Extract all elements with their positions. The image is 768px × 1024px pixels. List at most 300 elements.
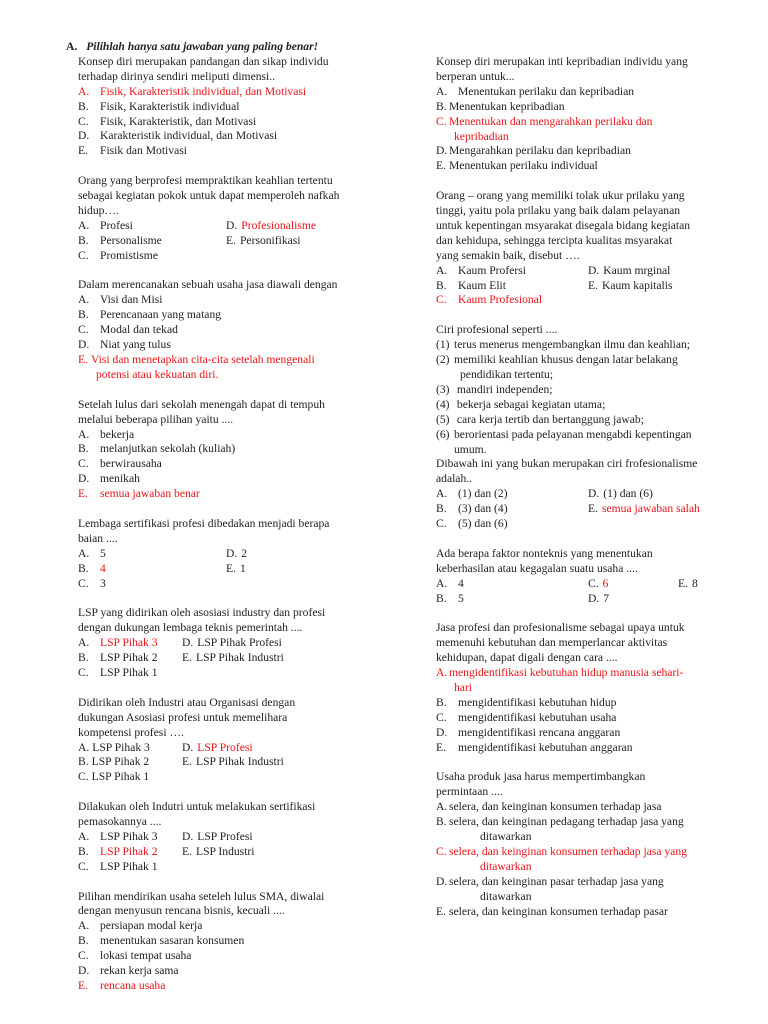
option-b[interactable] xyxy=(78,308,398,323)
question-text: Pilihan mendirikan usaha seteleh lulus SMA, diwalai xyxy=(78,889,325,903)
option-text: Menentukan kepribadian xyxy=(449,99,565,113)
spacer xyxy=(78,681,398,696)
question-text: hidup…. xyxy=(78,203,119,217)
question-text: Jasa profesi dan profesionalisme sebagai upaya untuk xyxy=(436,621,685,635)
option-a[interactable] xyxy=(78,636,182,651)
option-letter: E. xyxy=(436,740,446,754)
spacer xyxy=(436,308,736,323)
option-text: Perencanaan yang matang xyxy=(100,308,222,322)
question-text: Usaha produk jasa harus mempertimbangkan xyxy=(436,770,646,784)
option-text: 5 xyxy=(100,546,106,560)
option-text: Promistisme xyxy=(100,248,158,262)
option-letter: A. xyxy=(78,427,90,441)
option-row xyxy=(436,264,736,279)
spacer xyxy=(78,383,398,398)
option-d[interactable] xyxy=(182,636,282,651)
option-c[interactable] xyxy=(78,770,182,785)
option-row xyxy=(78,755,398,770)
option-d[interactable] xyxy=(78,964,398,979)
option-letter: B. xyxy=(78,233,89,247)
spacer xyxy=(78,264,398,279)
option-e[interactable] xyxy=(78,353,398,368)
question-10 xyxy=(436,55,736,174)
option-d[interactable] xyxy=(436,726,736,741)
option-c[interactable] xyxy=(436,711,736,726)
item-text: mandiri independen; xyxy=(454,382,553,396)
option-e[interactable] xyxy=(78,979,398,994)
spacer xyxy=(436,532,736,547)
option-letter: B. xyxy=(436,815,447,829)
option-letter: D. xyxy=(436,874,448,888)
option-text: menentukan sasaran konsumen xyxy=(100,934,245,948)
option-letter: C. xyxy=(588,576,599,590)
option-d[interactable] xyxy=(226,219,316,234)
question-text: Dilakukan oleh Indutri untuk melakukan sertifikasi xyxy=(78,800,316,814)
option-text: Menentukan dan mengarahkan perilaku dan xyxy=(449,114,653,128)
option-text: bekerja xyxy=(100,427,135,441)
option-text: lokasi tempat usaha xyxy=(100,949,192,963)
option-row xyxy=(436,279,736,294)
item-text-continued: pendidikan tertentu; xyxy=(460,368,554,381)
option-c[interactable] xyxy=(78,860,182,875)
option-text: LSP Pihak 2 xyxy=(100,651,158,665)
option-text: Fisik, Karakteristik individual, dan Motivasi xyxy=(100,84,307,98)
option-b[interactable] xyxy=(436,279,588,294)
option-letter: C. xyxy=(436,710,447,724)
section-label: A. xyxy=(66,40,78,53)
option-letter: E. xyxy=(78,487,88,501)
option-row xyxy=(78,234,398,249)
question-1 xyxy=(78,55,398,159)
option-d[interactable] xyxy=(588,592,609,607)
option-letter: C. xyxy=(78,576,89,590)
question-text: Dibawah ini yang bukan merupakan ciri frofesionalisme xyxy=(436,457,698,471)
question-6 xyxy=(78,606,398,681)
spacer xyxy=(436,606,736,621)
question-5 xyxy=(78,517,398,592)
option-text: 5 xyxy=(458,591,464,605)
option-a[interactable] xyxy=(78,919,398,934)
option-letter: D. xyxy=(78,472,90,486)
option-text: 8 xyxy=(691,576,698,590)
option-row xyxy=(78,770,398,785)
option-text: mengidentifikasi kebutuhan anggaran xyxy=(458,740,633,754)
question-text: LSP yang didirikan oleh asosiasi industry dan profesi xyxy=(78,606,326,620)
option-a[interactable] xyxy=(436,800,736,815)
option-c[interactable] xyxy=(436,517,588,532)
item-number: (3) xyxy=(436,382,450,396)
option-b[interactable] xyxy=(436,502,588,517)
option-text: (1) dan (2) xyxy=(458,487,508,501)
item-text-continued: umum. xyxy=(454,442,487,456)
option-row xyxy=(78,651,398,666)
option-c[interactable] xyxy=(436,845,736,860)
spacer xyxy=(78,591,398,606)
option-letter: A. xyxy=(436,84,448,98)
option-text: LSP Pihak 2 xyxy=(91,755,150,769)
option-letter: C. xyxy=(436,114,447,128)
option-a[interactable] xyxy=(78,219,226,234)
option-row xyxy=(78,562,398,577)
option-text: Modal dan tekad xyxy=(100,323,178,337)
question-text: melalui beberapa pilihan yaitu .... xyxy=(78,412,234,426)
option-letter: B. xyxy=(436,695,447,709)
option-text: Profesionalisme xyxy=(241,218,316,232)
option-a[interactable] xyxy=(78,830,182,845)
option-text: menikah xyxy=(100,472,140,486)
option-text: Fisik dan Motivasi xyxy=(100,144,187,158)
option-letter: B. xyxy=(78,561,89,575)
question-8 xyxy=(78,800,398,875)
question-text: Didirikan oleh Industri atau Organisasi dengan xyxy=(78,695,296,709)
spacer xyxy=(436,756,736,771)
option-letter: B. xyxy=(436,591,447,605)
option-letter: A. xyxy=(78,919,90,933)
option-row xyxy=(436,293,736,308)
option-text: Kaum mrginal xyxy=(603,263,671,277)
question-3 xyxy=(78,278,398,382)
question-text: dukungan Asosiasi profesi untuk memelihara xyxy=(78,710,288,724)
option-letter: D. xyxy=(436,144,448,158)
option-letter: B. xyxy=(78,308,89,322)
option-letter: B. xyxy=(78,844,89,858)
option-letter: D. xyxy=(78,338,90,352)
option-text: mengidentifikasi kebutuhan hidup manusia sehari- xyxy=(449,666,684,680)
option-e[interactable] xyxy=(436,159,736,174)
option-letter: D. xyxy=(182,829,194,843)
option-letter: D. xyxy=(226,546,238,560)
option-text: (3) dan (4) xyxy=(458,502,508,516)
option-c[interactable] xyxy=(78,577,226,592)
option-e[interactable] xyxy=(678,577,698,592)
option-letter: A. xyxy=(78,546,90,560)
option-text: Personifikasi xyxy=(239,233,301,247)
option-c[interactable] xyxy=(436,293,588,308)
option-a[interactable] xyxy=(436,577,588,592)
option-a[interactable] xyxy=(436,666,736,681)
option-c[interactable] xyxy=(78,323,398,338)
option-text: rencana usaha xyxy=(100,978,166,992)
option-text: 4 xyxy=(458,576,464,590)
option-letter: A. xyxy=(78,829,90,843)
option-a[interactable] xyxy=(436,85,736,100)
item-text: memiliki keahlian khusus dengan latar belakang xyxy=(454,353,678,367)
question-13 xyxy=(436,547,736,607)
option-e[interactable] xyxy=(436,905,736,920)
option-text-continued: ditawarkan xyxy=(480,859,532,873)
option-d[interactable] xyxy=(588,487,653,502)
option-text: selera, dan keinginan konsumen terhadap jasa yang xyxy=(449,844,687,858)
option-text-continued: potensi atau kekuatan diri. xyxy=(96,367,219,381)
option-letter: B. xyxy=(436,502,447,516)
option-a[interactable] xyxy=(78,428,398,443)
option-letter: C. xyxy=(78,665,89,679)
item-number: (2) xyxy=(436,353,450,367)
question-text: tinggi, yaitu pola prilaku yang baik dalam pelayanan xyxy=(436,204,681,218)
question-text: baian .... xyxy=(78,531,118,545)
option-text: LSP Pihak 1 xyxy=(100,859,158,873)
right-column xyxy=(436,55,736,919)
option-text: LSP Pihak 2 xyxy=(100,844,158,858)
option-row xyxy=(436,517,736,532)
item-number: (6) xyxy=(436,427,450,441)
option-letter: D. xyxy=(588,487,600,501)
option-c[interactable] xyxy=(78,666,182,681)
option-text: (1) dan (6) xyxy=(603,487,653,501)
option-text: 2 xyxy=(241,546,248,560)
option-text: mengidentifikasi kebutuhan usaha xyxy=(458,710,617,724)
option-c[interactable] xyxy=(78,949,398,964)
option-e[interactable] xyxy=(182,755,284,770)
option-text: persiapan modal kerja xyxy=(100,919,203,933)
option-a[interactable] xyxy=(436,487,588,502)
option-letter: E. xyxy=(226,233,236,247)
option-a[interactable] xyxy=(78,741,182,756)
option-letter: E. xyxy=(588,278,598,292)
option-a[interactable] xyxy=(436,264,588,279)
option-b[interactable] xyxy=(78,234,226,249)
question-text: dengan dukungan lembaga teknis pemerintah .... xyxy=(78,621,303,635)
option-c[interactable] xyxy=(78,457,398,472)
option-d[interactable] xyxy=(78,472,398,487)
spacer xyxy=(78,785,398,800)
option-a[interactable] xyxy=(78,293,398,308)
option-b[interactable] xyxy=(78,651,182,666)
option-text-continued: kepribadian xyxy=(454,129,509,143)
left-column xyxy=(66,40,398,994)
option-letter: A. xyxy=(436,666,448,680)
question-text: Konsep diri merupakan inti kepribadian individu yang xyxy=(436,55,688,68)
option-b[interactable] xyxy=(78,100,398,115)
option-letter: D. xyxy=(78,129,90,143)
option-letter: A. xyxy=(436,800,448,814)
option-letter: A. xyxy=(78,218,90,232)
option-text: Kaum Elit xyxy=(458,278,506,292)
option-c[interactable] xyxy=(78,249,226,264)
question-text: Setelah lulus dari sekolah menengah dapat di tempuh xyxy=(78,397,325,411)
option-letter: A. xyxy=(436,487,448,501)
option-text: Profesi xyxy=(100,218,133,232)
instruction: Pilihlah hanya satu jawaban yang paling benar! xyxy=(86,40,319,53)
option-letter: C. xyxy=(436,844,447,858)
option-b[interactable] xyxy=(436,100,736,115)
option-letter: A. xyxy=(436,263,448,277)
question-text: permintaan .... xyxy=(436,785,503,799)
option-d[interactable] xyxy=(588,264,670,279)
option-a[interactable] xyxy=(78,85,398,100)
option-e[interactable] xyxy=(588,502,700,517)
option-letter: C. xyxy=(78,949,89,963)
option-e[interactable] xyxy=(78,487,398,502)
option-text-continued: hari xyxy=(454,681,473,694)
question-text: Ciri profesional seperti .... xyxy=(436,323,558,337)
question-2 xyxy=(78,174,398,263)
option-letter: E. xyxy=(588,502,598,516)
option-text: 3 xyxy=(100,576,106,590)
option-d[interactable] xyxy=(78,129,398,144)
option-e[interactable] xyxy=(226,562,246,577)
option-letter: D. xyxy=(182,740,194,754)
question-text: Ada berapa faktor nonteknis yang menentukan xyxy=(436,546,653,560)
question-text: sebagai kegiatan pokok untuk dapat memperoleh nafkah xyxy=(78,189,340,203)
question-4 xyxy=(78,398,398,502)
option-text: Menentukan perilaku individual xyxy=(449,159,598,173)
option-text: Fisik, Karakteristik, dan Motivasi xyxy=(100,114,257,128)
option-letter: C. xyxy=(78,859,89,873)
option-row xyxy=(78,577,398,592)
option-text: selera, dan keinginan konsumen terhadap jasa xyxy=(449,800,662,814)
question-12 xyxy=(436,323,736,532)
question-text: terhadap dirinya sendiri meliputi dimensi.. xyxy=(78,69,276,83)
option-b[interactable] xyxy=(436,696,736,711)
option-text: 1 xyxy=(239,561,246,575)
item-text: cara kerja tertib dan bertanggung jawab; xyxy=(454,412,644,426)
option-letter: A. xyxy=(78,636,90,650)
option-letter: A. xyxy=(436,576,448,590)
item-text: bekerja sebagai kegiatan utama; xyxy=(454,397,606,411)
option-letter: C. xyxy=(78,248,89,262)
option-text: Fisik, Karakteristik individual xyxy=(100,99,240,113)
option-letter: B. xyxy=(436,99,447,113)
option-text: LSP Pihak Industri xyxy=(195,651,284,665)
option-text: selera, dan keinginan pasar terhadap jasa yang xyxy=(449,874,664,888)
option-d[interactable] xyxy=(436,144,736,159)
option-letter: E. xyxy=(78,144,88,158)
option-letter: A. xyxy=(78,84,90,98)
option-letter: B. xyxy=(78,99,89,113)
option-d[interactable] xyxy=(182,741,253,756)
option-letter: E. xyxy=(226,561,236,575)
option-text: semua jawaban benar xyxy=(100,487,200,501)
option-text: LSP Pihak 1 xyxy=(91,770,150,784)
option-letter: D. xyxy=(226,218,238,232)
option-text: LSP Pihak 1 xyxy=(100,665,158,679)
option-b[interactable] xyxy=(436,815,736,830)
option-b[interactable] xyxy=(78,755,182,770)
option-letter: C. xyxy=(78,770,89,784)
option-letter: C. xyxy=(78,114,89,128)
option-text: rekan kerja sama xyxy=(100,964,179,978)
option-text: LSP Pihak 3 xyxy=(100,829,158,843)
question-text: berperan untuk... xyxy=(436,69,515,83)
question-text: adalah.. xyxy=(436,472,473,486)
option-text: berwirausaha xyxy=(100,457,162,471)
option-row xyxy=(78,219,398,234)
option-letter: D. xyxy=(78,964,90,978)
option-b[interactable] xyxy=(78,442,398,457)
option-c[interactable] xyxy=(78,115,398,130)
option-letter: C. xyxy=(78,457,89,471)
option-e[interactable] xyxy=(182,651,284,666)
option-row xyxy=(78,845,398,860)
option-row xyxy=(78,741,398,756)
criteria-item xyxy=(436,413,736,428)
option-letter: B. xyxy=(78,651,89,665)
option-row xyxy=(436,502,736,517)
option-b[interactable] xyxy=(78,934,398,949)
option-text: LSP Pihak 3 xyxy=(100,636,158,650)
option-letter: E. xyxy=(78,353,88,366)
option-letter: E. xyxy=(78,978,88,992)
option-letter: D. xyxy=(588,263,600,277)
option-text: Mengarahkan perilaku dan kepribadian xyxy=(449,144,631,158)
option-letter: E. xyxy=(182,651,192,665)
option-text: Visi dan menetapkan cita-cita setelah mengenali xyxy=(91,353,315,366)
question-text: kompetensi profesi …. xyxy=(78,725,184,739)
option-d[interactable] xyxy=(436,875,736,890)
option-row xyxy=(436,592,736,607)
option-e[interactable] xyxy=(78,144,398,159)
option-text: 4 xyxy=(100,561,106,575)
option-text: Personalisme xyxy=(100,233,162,247)
option-e[interactable] xyxy=(588,279,673,294)
option-letter: E. xyxy=(436,904,446,918)
option-row xyxy=(436,577,736,592)
option-text: Karakteristik individual, dan Motivasi xyxy=(100,129,278,143)
criteria-item xyxy=(436,383,736,398)
option-text: Kaum Profesional xyxy=(458,293,543,307)
option-row xyxy=(78,666,398,681)
option-b[interactable] xyxy=(436,592,588,607)
option-letter: C. xyxy=(78,323,89,337)
option-row xyxy=(78,636,398,651)
option-row xyxy=(78,249,398,264)
criteria-item xyxy=(436,398,736,413)
question-text: memenuhi kebutuhan dan memperlancar aktivitas xyxy=(436,636,668,650)
option-letter: C. xyxy=(436,517,447,531)
section-heading xyxy=(66,40,398,55)
item-text: berorientasi pada pelayanan mengabdi kepentingan xyxy=(454,427,692,441)
item-text: terus menerus mengembangkan ilmu dan keahlian; xyxy=(454,338,690,352)
option-text: Kaum Profersi xyxy=(458,263,526,277)
option-letter: E. xyxy=(182,844,192,858)
option-text: mengidentifikasi kebutuhan hidup xyxy=(458,695,617,709)
option-e[interactable] xyxy=(226,234,301,249)
question-text: pemasokannya .... xyxy=(78,815,162,829)
question-7 xyxy=(78,696,398,785)
option-e[interactable] xyxy=(436,741,736,756)
option-letter: B. xyxy=(78,934,89,948)
option-letter: E. xyxy=(436,159,446,173)
option-text: 6 xyxy=(602,576,609,590)
option-letter: B. xyxy=(436,278,447,292)
question-text: yang semakin baik, disebut …. xyxy=(436,248,580,262)
option-b[interactable] xyxy=(78,562,226,577)
option-letter: E. xyxy=(678,576,688,590)
option-text: Menentukan perilaku dan kepribadian xyxy=(458,84,635,98)
option-row xyxy=(78,830,398,845)
option-text-continued: ditawarkan xyxy=(480,830,532,844)
option-b[interactable] xyxy=(78,845,182,860)
option-letter: B. xyxy=(78,442,89,456)
option-text: (5) dan (6) xyxy=(458,517,508,531)
option-d[interactable] xyxy=(182,830,253,845)
option-text: LSP Profesi xyxy=(197,740,253,754)
option-a[interactable] xyxy=(78,547,226,562)
option-text: selera, dan keinginan konsumen terhadap pasar xyxy=(449,904,668,918)
question-text: dan kehidupa, sehingga tercipta kualitas msyarakat xyxy=(436,233,673,247)
option-e[interactable] xyxy=(182,845,255,860)
option-c[interactable] xyxy=(588,577,678,592)
question-text: kehidupan, dapat digali dengan cara .... xyxy=(436,651,618,665)
option-text: LSP Pihak 3 xyxy=(92,740,150,754)
option-text: LSP Profesi xyxy=(197,829,253,843)
option-d[interactable] xyxy=(78,338,398,353)
option-c[interactable] xyxy=(436,115,736,130)
option-d[interactable] xyxy=(226,547,247,562)
option-letter: B. xyxy=(78,755,89,769)
option-text: selera, dan keinginan pedagang terhadap jasa yang xyxy=(449,815,684,829)
